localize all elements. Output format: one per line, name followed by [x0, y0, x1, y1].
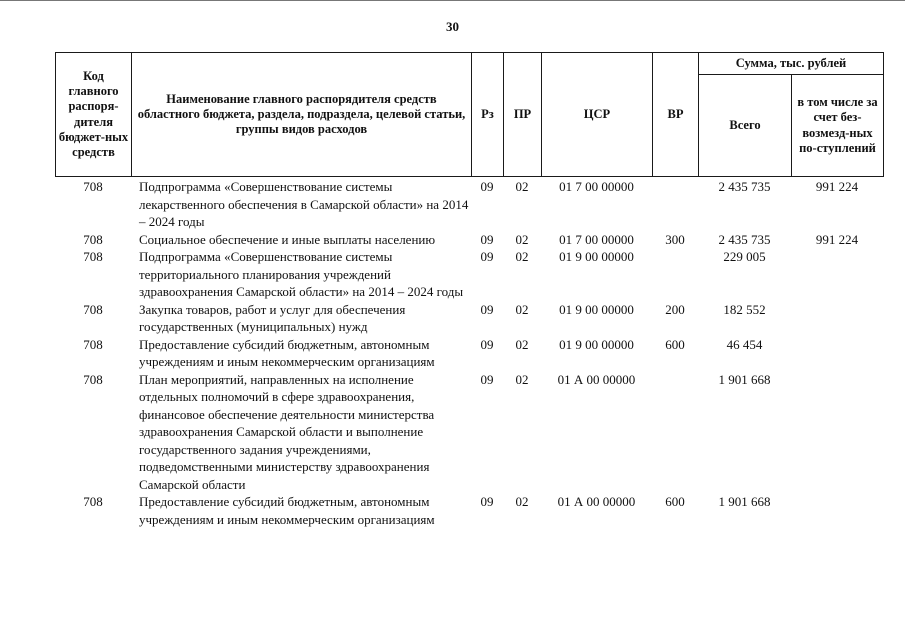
cell-free	[791, 301, 883, 336]
cell-vr	[652, 178, 698, 231]
cell-total: 2 435 735	[718, 179, 771, 194]
cell-pr: 02	[515, 249, 529, 264]
table-row	[55, 231, 883, 249]
cell-name: Закупка товаров, работ и услуг для обеспечения государственных (муниципальных) нужд	[139, 301, 406, 334]
header-code: Код главного распоря-дителя бюджет-ных средств	[56, 53, 132, 177]
cell-pr: 02	[515, 231, 529, 247]
table-row	[55, 371, 883, 494]
cell-total: 1 901 668	[718, 494, 771, 509]
cell-code: 708	[83, 231, 103, 247]
cell-code: 708	[83, 179, 103, 194]
header-csr: ЦСР	[542, 53, 653, 177]
cell-name: Подпрограмма «Совершенствование системы территориального планирования учреждений здравоохранения Самарской области» на 2014 – 2024 годы	[139, 249, 464, 299]
header-vr: ВР	[653, 53, 699, 177]
cell-total: 1 901 668	[718, 371, 771, 387]
cell-rz: 09	[480, 494, 494, 509]
cell-pr: 02	[515, 494, 529, 509]
cell-total: 229 005	[723, 249, 766, 264]
cell-code: 708	[83, 336, 103, 352]
cell-free	[791, 493, 883, 528]
table-row	[55, 248, 883, 301]
header-total: Всего	[699, 75, 792, 177]
table-row	[55, 301, 883, 336]
cell-rz: 09	[480, 301, 494, 317]
cell-pr: 02	[515, 371, 529, 387]
cell-csr: 01 А 00 00000	[557, 494, 636, 509]
table-body	[55, 178, 883, 528]
cell-csr: 01 7 00 00000	[559, 231, 634, 247]
cell-free	[791, 336, 883, 371]
cell-name: Предоставление субсидий бюджетным, автономным учреждениям и иным некоммерческим организациям	[139, 336, 435, 369]
cell-name: Подпрограмма «Совершенствование системы лекарственного обеспечения в Самарской области» на 2014 – 2024 годы	[139, 179, 469, 229]
cell-code: 708	[83, 301, 103, 317]
cell-code: 708	[83, 494, 103, 509]
cell-csr: 01 9 00 00000	[559, 249, 634, 264]
table-header	[55, 52, 884, 177]
cell-rz: 09	[480, 231, 494, 247]
cell-total: 2 435 735	[718, 231, 771, 247]
cell-pr: 02	[515, 179, 529, 194]
cell-rz: 09	[480, 249, 494, 264]
cell-total: 46 454	[726, 336, 763, 352]
header-table	[55, 52, 884, 177]
cell-csr: 01 А 00 00000	[557, 371, 636, 387]
cell-csr: 01 7 00 00000	[559, 179, 634, 194]
page-number: 30	[446, 19, 459, 34]
cell-vr: 300	[665, 231, 685, 247]
cell-csr: 01 9 00 00000	[559, 301, 634, 317]
cell-free	[791, 248, 883, 301]
cell-vr: 600	[665, 336, 685, 352]
cell-vr	[652, 248, 698, 301]
cell-vr	[652, 371, 698, 494]
cell-vr: 600	[665, 494, 685, 509]
cell-name: Социальное обеспечение и иные выплаты населению	[139, 231, 436, 247]
cell-rz: 09	[480, 371, 494, 387]
cell-vr: 200	[665, 301, 685, 317]
cell-name: Предоставление субсидий бюджетным, автономным учреждениям и иным некоммерческим организациям	[139, 494, 435, 527]
header-rz: Рз	[472, 53, 504, 177]
cell-name: План мероприятий, направленных на исполнение отдельных полномочий в сфере здравоохранения, финансовое обеспечение деятельности министерства здравоохранения Самарской области и выполнение государственного задания учреждениями, подведомственными министерству здравоохранения Самарской области	[139, 371, 435, 492]
cell-free: 991 224	[815, 231, 859, 247]
cell-csr: 01 9 00 00000	[559, 336, 634, 352]
table-row	[55, 493, 883, 528]
cell-code: 708	[83, 249, 103, 264]
header-sum-group: Сумма, тыс. рублей	[699, 53, 884, 75]
table-row	[55, 178, 883, 231]
cell-rz: 09	[480, 179, 494, 194]
cell-code: 708	[83, 371, 103, 387]
table-row	[55, 336, 883, 371]
cell-total: 182 552	[723, 301, 766, 317]
cell-pr: 02	[515, 301, 529, 317]
cell-rz: 09	[480, 336, 494, 352]
cell-free: 991 224	[815, 179, 859, 194]
header-free: в том числе за счет без-возмезд-ных по-ступлений	[792, 75, 884, 177]
cell-free	[791, 371, 883, 494]
header-pr: ПР	[504, 53, 542, 177]
cell-pr: 02	[515, 336, 529, 352]
header-name: Наименование главного распорядителя средств областного бюджета, раздела, подраздела, целевой статьи, группы видов расходов	[132, 53, 472, 177]
scan-edge-line	[0, 0, 905, 1]
